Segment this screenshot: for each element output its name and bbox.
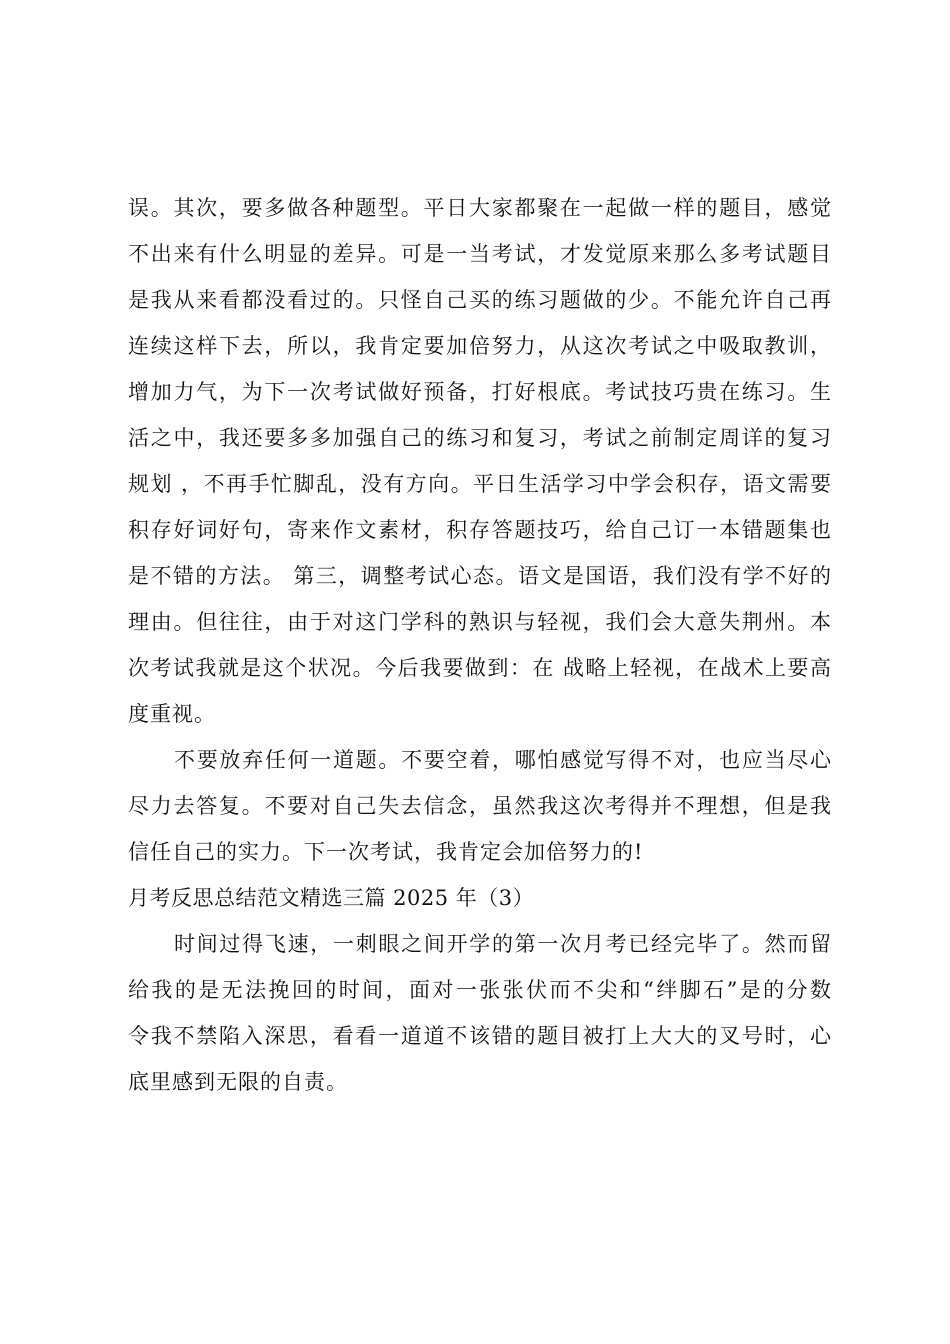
paragraph-line: 给我的是无法挽回的时间，面对一张张伏而不尖和“绊脚石”是的分数 (128, 978, 832, 1002)
paragraph-line: 误。其次，要多做各种题型。平日大家都聚在一起做一样的题目，感觉 (128, 196, 832, 220)
paragraph-line: 理由。但往往，由于对这门学科的熟识与轻视，我们会大意失荆州。本 (128, 610, 832, 634)
document-body (128, 185, 832, 1105)
paragraph-line: 次考试我就是这个状况。今后我要做到：在 战略上轻视，在战术上要高 (128, 656, 832, 680)
paragraph-line: 增加力气，为下一次考试做好预备，打好根底。考试技巧贵在练习。生 (128, 380, 832, 404)
paragraph-line: 时间过得飞速，一刺眼之间开学的第一次月考已经完毕了。然而留 (174, 932, 832, 956)
paragraph-line: 是不错的方法。 第三，调整考试心态。语文是国语，我们没有学不好的 (128, 564, 832, 588)
section-heading: 月考反思总结范文精选三篇 2025 年（3） (128, 886, 535, 910)
paragraph-line: 底里感到无限的自责。 (128, 1070, 348, 1094)
paragraph-line: 尽力去答复。不要对自己失去信念，虽然我这次考得并不理想，但是我 (128, 794, 832, 818)
paragraph-line: 规划 ，不再手忙脚乱，没有方向。平日生活学习中学会积存，语文需要 (128, 472, 832, 496)
paragraph-line: 活之中，我还要多多加强自己的练习和复习，考试之前制定周详的复习 (128, 426, 832, 450)
paragraph-line: 是我从来看都没看过的。只怪自己买的练习题做的少。不能允许自己再 (128, 288, 832, 312)
paragraph-line: 不出来有什么明显的差异。可是一当考试，才发觉原来那么多考试题目 (128, 242, 832, 266)
paragraph-line: 不要放弃任何一道题。不要空着，哪怕感觉写得不对，也应当尽心 (174, 748, 832, 772)
paragraph-line: 信任自己的实力。下一次考试，我肯定会加倍努力的! (128, 840, 644, 864)
paragraph-line: 令我不禁陷入深思，看看一道道不该错的题目被打上大大的叉号时，心 (128, 1024, 832, 1048)
paragraph-line: 积存好词好句，寄来作文素材，积存答题技巧，给自己订一本错题集也 (128, 518, 832, 542)
paragraph-line: 连续这样下去，所以，我肯定要加倍努力，从这次考试之中吸取教训， (128, 334, 832, 358)
paragraph-line: 度重视。 (128, 702, 216, 726)
